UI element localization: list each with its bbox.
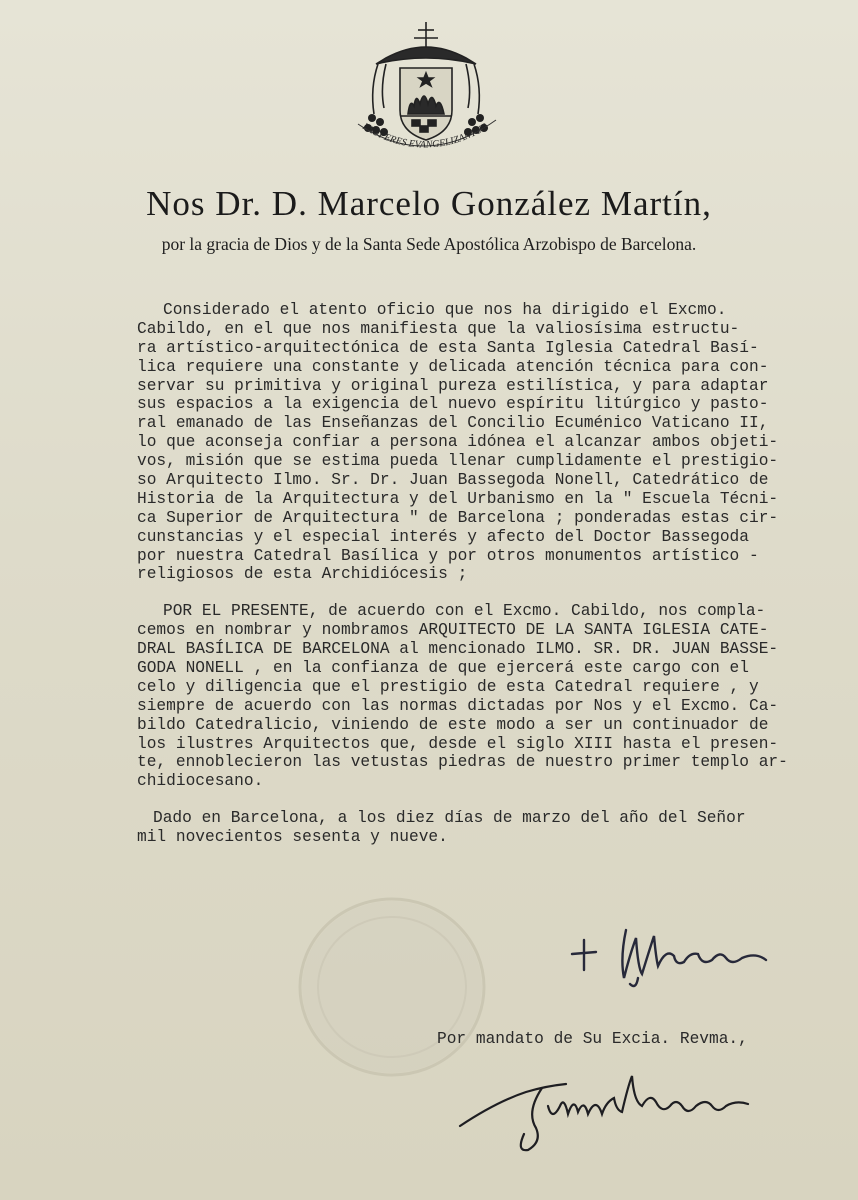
text-line: Considerado el atento oficio que nos ha dirigido el Excmo. xyxy=(163,301,727,319)
mandate-line: Por mandato de Su Excia. Revma., xyxy=(437,1030,748,1048)
text-line: lo que aconseja confiar a persona idónea el alcanzar ambos objeti- xyxy=(137,433,779,452)
text-line: so Arquitecto Ilmo. Sr. Dr. Juan Bassegoda Nonell, Catedrático de xyxy=(137,471,769,490)
decree-body xyxy=(137,301,837,847)
text-line: Dado en Barcelona, a los diez días de marzo del año del Señor xyxy=(153,809,746,828)
text-line: por nuestra Catedral Basílica y por otros monumentos artístico - xyxy=(137,546,759,565)
text-line: lica requiere una constante y delicada atención técnica para con- xyxy=(137,357,769,376)
text-line: cunstancias y el especial interés y afecto del Doctor Bassegoda xyxy=(137,527,749,546)
archbishop-signature xyxy=(566,908,786,998)
motto-ribbon xyxy=(0,0,858,180)
text-line: cemos en nombrar y nombramos ARQUITECTO DE LA SANTA IGLESIA CATE- xyxy=(137,621,769,640)
text-line: GODA NONELL , en la confianza de que ejercerá este cargo con el xyxy=(137,659,749,678)
text-line: mil novecientos sesenta y nueve. xyxy=(137,828,448,847)
text-line: vos, misión que se estima pueda llenar cumplidamente el prestigio- xyxy=(137,452,779,471)
text-line: siempre de acuerdo con las normas dictadas por Nos y el Excmo. Ca- xyxy=(137,696,779,715)
text-line: ca Superior de Arquitectura " de Barcelona ; ponderadas estas cir- xyxy=(137,508,779,527)
text-line: te, ennoblecieron las vetustas piedras de nuestro primer templo ar- xyxy=(137,753,788,772)
archbishop-subtitle: por la gracia de Dios y de la Santa Sede Apostólica Arzobispo de Barcelona. xyxy=(161,234,697,254)
motto-text: PAUPERES EVANGELIZANTUR xyxy=(360,121,490,151)
text-line: Historia de la Arquitectura y del Urbanismo en la " Escuela Técni- xyxy=(137,489,779,508)
text-line: DRAL BASÍLICA DE BARCELONA al mencionado ILMO. SR. DR. JUAN BASSE- xyxy=(137,640,779,659)
text-line: POR EL PRESENTE, de acuerdo con el Excmo. Cabildo, nos compla- xyxy=(163,602,766,621)
text-line: religiosos de esta Archidiócesis ; xyxy=(137,565,468,584)
text-line: ra artístico-arquitectónica de esta Santa Iglesia Catedral Basí- xyxy=(137,338,759,357)
text-line: Cabildo, en el que nos manifiesta que la valiosísima estructu- xyxy=(137,319,740,338)
text-line: ral emanado de las Enseñanzas del Concilio Ecuménico Vaticano II, xyxy=(137,414,769,433)
text-line: sus espacios a la exigencia del nuevo espíritu litúrgico y pasto- xyxy=(137,395,769,414)
text-line: los ilustres Arquitectos que, desde el siglo XIII hasta el presen- xyxy=(137,734,779,753)
paragraph-considerando xyxy=(137,301,837,584)
text-line: chidiocesano. xyxy=(137,772,264,791)
text-line: celo y diligencia que el prestigio de esta Catedral requiere , y xyxy=(137,677,759,696)
text-line: bildo Catedralicio, viniendo de este modo a ser un continuador de xyxy=(137,715,769,734)
text-line: servar su primitiva y original pureza estilística, y para adaptar xyxy=(137,376,769,395)
paragraph-por-el-presente xyxy=(137,602,837,791)
secretary-signature xyxy=(456,1062,766,1157)
archbishop-title: Nos Dr. D. Marcelo González Martín, xyxy=(146,184,712,223)
svg-text:PAUPERES EVANGELIZANTUR xyxy=(360,121,490,151)
embossed-seal-icon xyxy=(292,892,492,1082)
paragraph-dado-en xyxy=(137,809,837,847)
